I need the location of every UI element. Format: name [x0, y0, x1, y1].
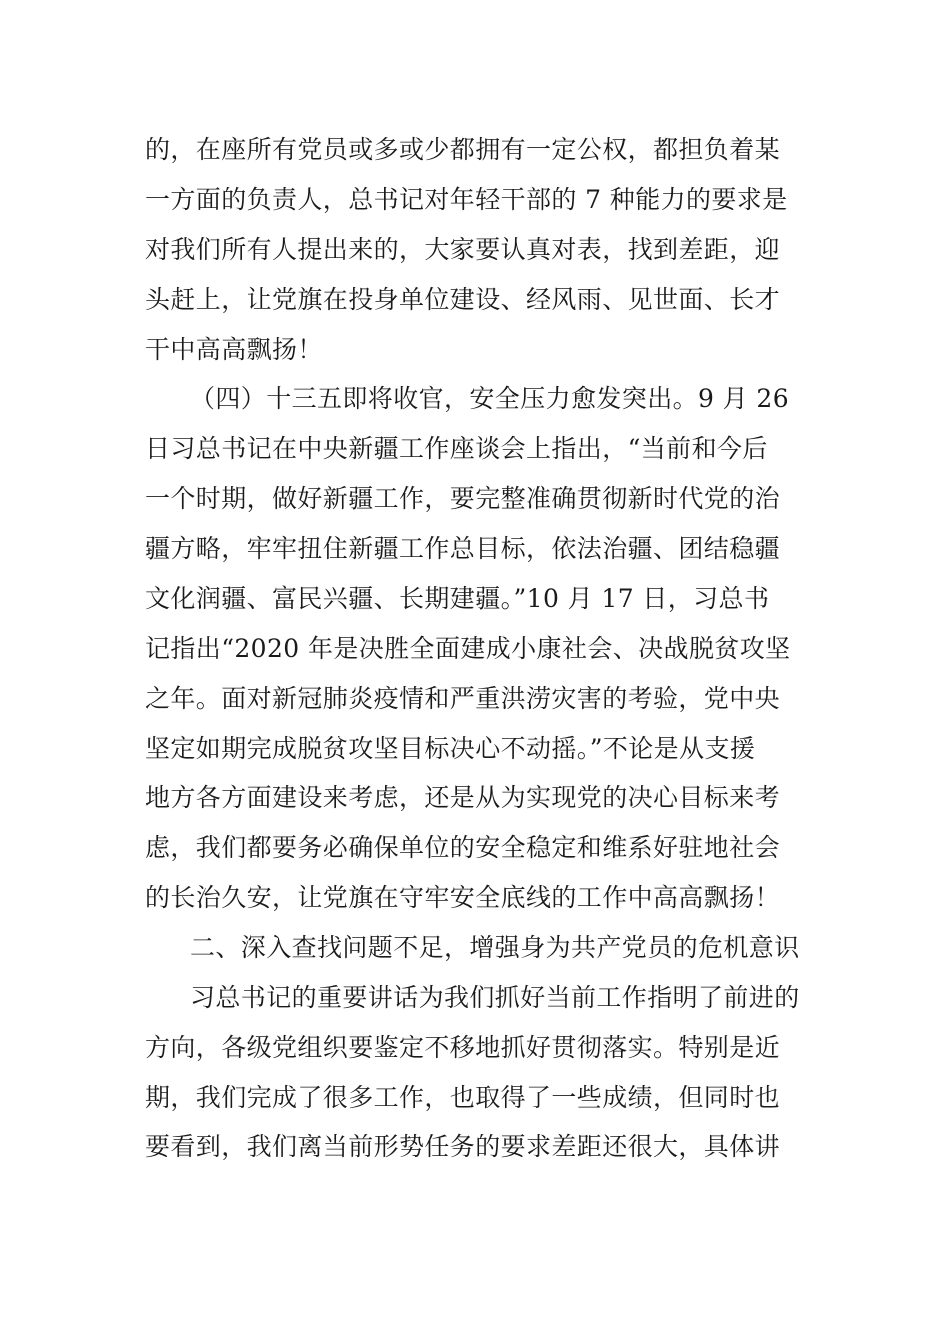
text-line: 干中高高飘扬！: [145, 335, 323, 364]
text-line: 要看到，我们离当前形势任务的要求差距还很大，具体讲: [145, 1132, 781, 1161]
text-line: 的，在座所有党员或多或少都拥有一定公权，都担负着某: [145, 135, 781, 164]
section-heading: 二、深入查找问题不足，增强身为共产党员的危机意识: [190, 933, 800, 962]
text-line: 的长治久安，让党旗在守牢安全底线的工作中高高飘扬！: [145, 883, 781, 912]
text-line: 地方各方面建设来考虑，还是从为实现党的决心目标来考: [145, 783, 781, 812]
text-line: 一方面的负责人，总书记对年轻干部的 7 种能力的要求是: [145, 185, 788, 214]
text-line: 方向，各级党组织要鉴定不移地抓好贯彻落实。特别是近: [145, 1033, 781, 1062]
text-line: 头赶上，让党旗在投身单位建设、经风雨、见世面、长才: [145, 285, 781, 314]
text-line: 对我们所有人提出来的，大家要认真对表，找到差距，迎: [145, 235, 781, 264]
paragraph-first-line: 习总书记的重要讲话为我们抓好当前工作指明了前进的: [190, 983, 800, 1012]
text-line: 日习总书记在中央新疆工作座谈会上指出，“当前和今后: [145, 434, 768, 463]
section-heading-line: （四）十三五即将收官，安全压力愈发突出。9 月 26: [190, 384, 790, 413]
text-line: 一个时期，做好新疆工作，要完整准确贯彻新时代党的治: [145, 484, 781, 513]
text-line: 虑，我们都要务必确保单位的安全稳定和维系好驻地社会: [145, 833, 781, 862]
text-line: 文化润疆、富民兴疆、长期建疆。”10 月 17 日，习总书: [145, 584, 770, 613]
text-line: 坚定如期完成脱贫攻坚目标决心不动摇。”不论是从支援: [145, 734, 756, 763]
text-line: 疆方略，牢牢扭住新疆工作总目标，依法治疆、团结稳疆: [145, 534, 781, 563]
text-line: 期，我们完成了很多工作，也取得了一些成绩，但同时也: [145, 1083, 781, 1112]
text-line: 之年。面对新冠肺炎疫情和严重洪涝灾害的考验，党中央: [145, 684, 781, 713]
text-line: 记指出“2020 年是决胜全面建成小康社会、决战脱贫攻坚: [145, 634, 791, 663]
